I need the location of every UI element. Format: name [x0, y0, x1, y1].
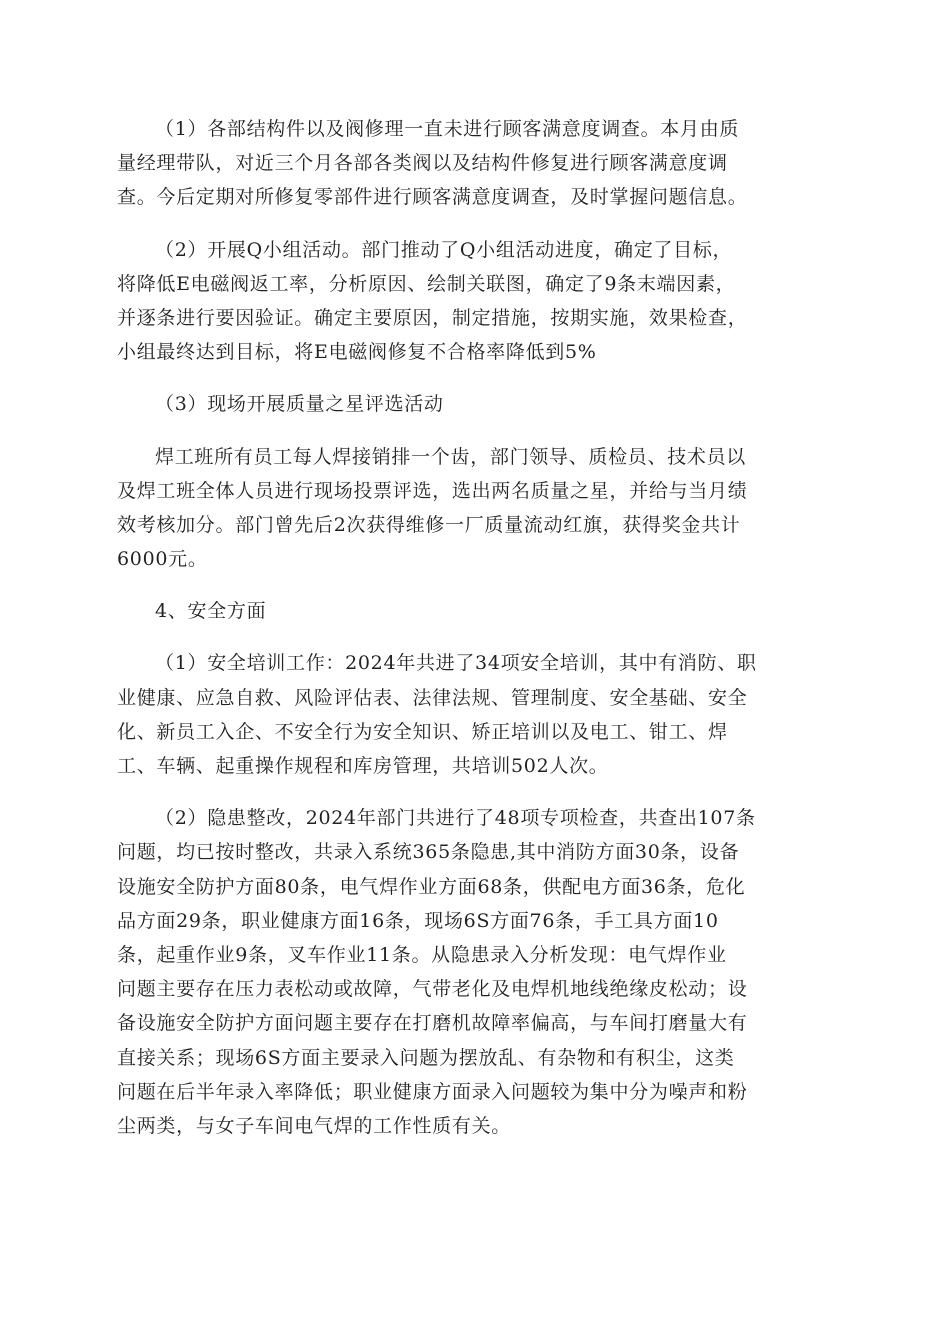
text-line: 备设施安全防护方面问题主要存在打磨机故障率偏高，与车间打磨量大有: [117, 1012, 748, 1035]
text-line: 量经理带队，对近三个月各部各类阀以及结构件修复进行顾客满意度调: [117, 152, 728, 175]
paragraph-safety-training: [117, 646, 835, 783]
text-line: 业健康、应急自救、风险评估表、法律法规、管理制度、安全基础、安全: [117, 686, 748, 709]
text-line: （2）隐患整改，2024年部门共进行了48项专项检查，共查出107条: [155, 807, 756, 830]
text-line: 工、车辆、起重操作规程和库房管理，共培训502人次。: [117, 755, 609, 777]
text-line: （1）安全培训工作：2024年共进了34项安全培训，其中有消防、职: [155, 652, 757, 675]
text-line: （2）开展Q小组活动。部门推动了Q小组活动进度，确定了目标，: [155, 238, 733, 261]
paragraph-customer-satisfaction: [117, 112, 835, 215]
text-line: 化、新员工入企、不安全行为安全知识、矫正培训以及电工、钳工、焊: [117, 720, 728, 743]
text-line: 6000元。: [117, 548, 208, 571]
text-line: 小组最终达到目标，将E电磁阀修复不合格率降低到5%: [117, 341, 597, 364]
text-line: 条，起重作业9条，叉车作业11条。从隐患录入分析发现：电气焊作业: [117, 943, 727, 966]
section-heading-safety: [117, 594, 835, 628]
text-line: 焊工班所有员工每人焊接销排一个齿，部门领导、质检员、技术员以: [155, 445, 747, 468]
text-line: 设施安全防护方面80条，电气焊作业方面68条，供配电方面36条，危化: [117, 875, 746, 898]
text-line: 问题主要存在压力表松动或故障，气带老化及电焊机地线绝缘皮松动；设: [117, 978, 748, 1001]
text-line: （3）现场开展质量之星评选活动: [155, 393, 444, 416]
text-line: 品方面29条，职业健康方面16条，现场6S方面76条，手工具方面10: [117, 909, 719, 932]
paragraph-hazard-rectification: [117, 801, 835, 1143]
text-line: 并逐条进行要因验证。确定主要原因，制定措施，按期实施，效果检查，: [117, 306, 748, 329]
paragraph-q-group-activity: [117, 233, 835, 370]
text-line: 4、安全方面: [155, 600, 267, 623]
text-line: （1）各部结构件以及阀修理一直未进行顾客满意度调查。本月由质: [155, 118, 740, 140]
text-line: 直接关系；现场6S方面主要录入问题为摆放乱、有杂物和有积尘，这类: [117, 1046, 735, 1069]
paragraph-welding-team: [117, 440, 835, 577]
text-line: 效考核加分。部门曾先后2次获得维修一厂质量流动红旗，获得奖金共计: [117, 513, 741, 536]
text-line: 将降低E电磁阀返工率，分析原因、绘制关联图，确定了9条末端因素，: [117, 272, 736, 295]
text-line: 及焊工班全体人员进行现场投票评选，选出两名质量之星，并给与当月绩: [117, 479, 748, 502]
paragraph-quality-star-heading: [117, 387, 835, 421]
text-line: 问题在后半年录入率降低；职业健康方面录入问题较为集中分为噪声和粉: [117, 1080, 748, 1103]
text-line: 问题，均已按时整改，共录入系统365条隐患,其中消防方面30条，设备: [117, 841, 740, 864]
text-line: 尘两类，与女子车间电气焊的工作性质有关。: [117, 1114, 512, 1137]
document-body: [117, 112, 835, 1161]
text-line: 查。今后定期对所修复零部件进行顾客满意度调查，及时掌握问题信息。: [117, 186, 748, 209]
